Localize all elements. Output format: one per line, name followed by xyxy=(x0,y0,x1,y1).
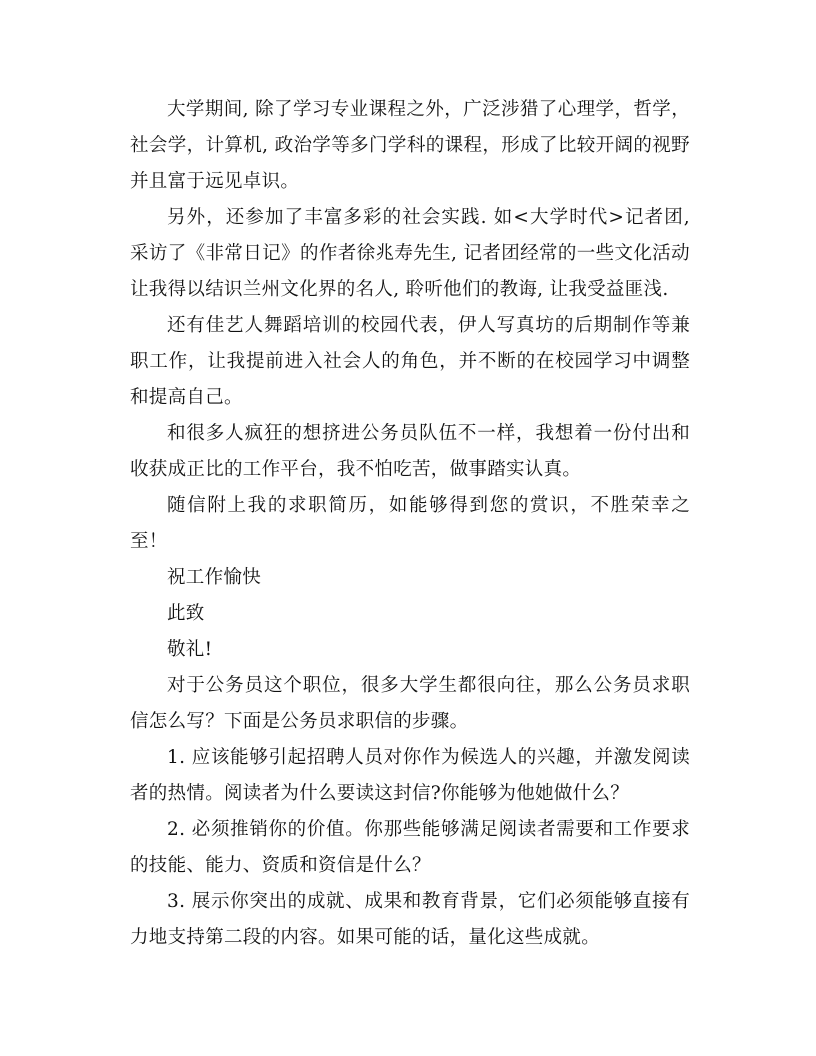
closing-regards: 此致 xyxy=(167,603,205,624)
letter-body xyxy=(130,92,690,956)
paragraph-social-practice: 另外，还参加了丰富多彩的社会实践. 如<大学时代>记者团, 采访了《非常日记》的作者徐兆寿先生, 记者团经常的一些文化活动让我得以结识兰州文化界的名人, 聆听他们的教诲, 让我受益匪浅. xyxy=(130,207,690,300)
guide-step-1: 1. 应该能够引起招聘人员对你作为候选人的兴趣，并激发阅读者的热情。阅读者为什么要读这封信?你能够为他她做什么？ xyxy=(130,747,690,804)
closing-salute: 敬礼! xyxy=(167,639,213,660)
paragraph-resume-attached: 随信附上我的求职简历，如能够得到您的赏识，不胜荣幸之至！ xyxy=(130,495,690,552)
guide-intro-paragraph: 对于公务员这个职位，很多大学生都很向往，那么公务员求职信怎么写？下面是公务员求职信的步骤。 xyxy=(130,675,690,732)
paragraph-career-goal: 和很多人疯狂的想挤进公务员队伍不一样，我想着一份付出和收获成正比的工作平台，我不怕吃苦，做事踏实认真。 xyxy=(130,423,690,480)
paragraph-part-time-work: 还有佳艺人舞蹈培训的校园代表，伊人写真坊的后期制作等兼职工作，让我提前进入社会人的角色，并不断的在校园学习中调整和提高自己。 xyxy=(130,315,690,408)
guide-step-2: 2. 必须推销你的价值。你那些能够满足阅读者需要和工作要求的技能、能力、资质和资信是什么？ xyxy=(130,819,690,876)
guide-step-3: 3. 展示你突出的成就、成果和教育背景，它们必须能够直接有力地支持第二段的内容。如果可能的话，量化这些成就。 xyxy=(130,891,690,948)
closing-wish: 祝工作愉快 xyxy=(167,567,262,588)
paragraph-education: 大学期间, 除了学习专业课程之外，广泛涉猎了心理学，哲学，社会学，计算机, 政治学等多门学科的课程，形成了比较开阔的视野并且富于远见卓识。 xyxy=(130,99,690,192)
